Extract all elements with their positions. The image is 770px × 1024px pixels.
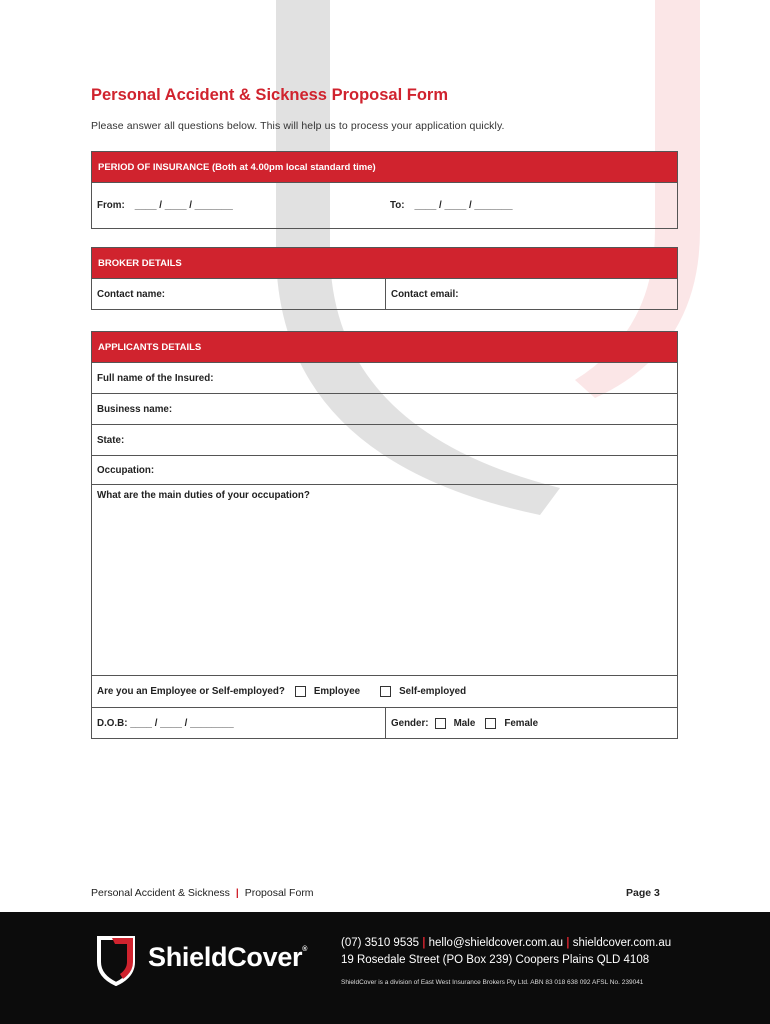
occupation-field[interactable] xyxy=(91,456,678,485)
from-field[interactable] xyxy=(92,183,385,228)
contact-name-field[interactable] xyxy=(92,279,385,309)
employee-checkbox[interactable] xyxy=(295,686,306,697)
dob-label: D.O.B: ____ / ____ / ________ xyxy=(97,717,234,729)
self-employed-checkbox[interactable] xyxy=(380,686,391,697)
female-label: Female xyxy=(504,717,539,729)
gender-label: Gender: xyxy=(391,717,429,729)
contact-name-label: Contact name: xyxy=(97,288,166,300)
intro-text: Please answer all questions below. This will help us to process your application quickly. xyxy=(91,120,505,132)
brand-name xyxy=(148,942,307,973)
state-label: State: xyxy=(97,434,125,446)
to-field[interactable] xyxy=(385,183,677,228)
business-name-label: Business name: xyxy=(97,403,173,415)
from-label: From: xyxy=(97,200,125,211)
page-title: Personal Accident & Sickness Proposal Form xyxy=(91,86,449,104)
footer-form-name: Proposal Form xyxy=(244,887,314,899)
applicants-section xyxy=(91,331,678,739)
dob-field[interactable] xyxy=(92,708,385,738)
period-row xyxy=(91,183,678,229)
footer-bar xyxy=(0,912,770,1024)
occupation-label: Occupation: xyxy=(97,464,155,476)
male-label: Male xyxy=(453,717,476,729)
state-field[interactable] xyxy=(91,425,678,456)
self-employed-label: Self-employed xyxy=(399,686,467,697)
period-section xyxy=(91,151,678,229)
footer-legal: ShieldCover is a division of East West Insurance Brokers Pty Ltd. ABN 83 018 638 092 AFSL No. 239041 xyxy=(341,979,644,986)
applicants-heading: APPLICANTS DETAILS xyxy=(91,331,678,363)
dob-gender-row xyxy=(91,708,678,739)
footer-separator: | xyxy=(235,887,239,899)
shield-logo-icon xyxy=(96,936,136,986)
to-label: To: xyxy=(390,200,405,211)
female-checkbox[interactable] xyxy=(485,718,496,729)
broker-section xyxy=(91,247,678,310)
to-value: ____ / ____ / _______ xyxy=(414,200,513,211)
employment-question: Are you an Employee or Self-employed? xyxy=(97,686,285,697)
period-heading: PERIOD OF INSURANCE (Both at 4.00pm local standard time) xyxy=(91,151,678,183)
footer-doc-title xyxy=(91,887,314,899)
footer-website[interactable]: shieldcover.com.au xyxy=(572,937,672,949)
duties-label: What are the main duties of your occupation? xyxy=(97,490,310,501)
footer-address: 19 Rosedale Street (PO Box 239) Coopers Plains QLD 4108 xyxy=(341,954,650,966)
from-value: ____ / ____ / _______ xyxy=(134,200,233,211)
full-name-label: Full name of the Insured: xyxy=(97,372,214,384)
brand-mark: ® xyxy=(302,946,308,953)
full-name-field[interactable] xyxy=(91,363,678,394)
contact-line xyxy=(341,937,671,949)
duties-field[interactable] xyxy=(91,485,678,676)
business-name-field[interactable] xyxy=(91,394,678,425)
footer-doc-name: Personal Accident & Sickness xyxy=(91,887,230,899)
page-number: Page 3 xyxy=(626,887,660,899)
contact-separator-1: | xyxy=(422,937,426,949)
contact-email-label: Contact email: xyxy=(391,288,459,300)
contact-separator-2: | xyxy=(566,937,570,949)
broker-heading: BROKER DETAILS xyxy=(91,247,678,279)
employee-label: Employee xyxy=(313,686,361,697)
male-checkbox[interactable] xyxy=(435,718,446,729)
contact-email-field[interactable] xyxy=(385,279,677,309)
gender-field xyxy=(385,708,677,738)
brand-text: ShieldCover xyxy=(148,942,303,972)
footer-email[interactable]: hello@shieldcover.com.au xyxy=(428,937,564,949)
employment-row xyxy=(91,676,678,708)
broker-row xyxy=(91,279,678,310)
footer-phone[interactable]: (07) 3510 9535 xyxy=(341,937,420,949)
